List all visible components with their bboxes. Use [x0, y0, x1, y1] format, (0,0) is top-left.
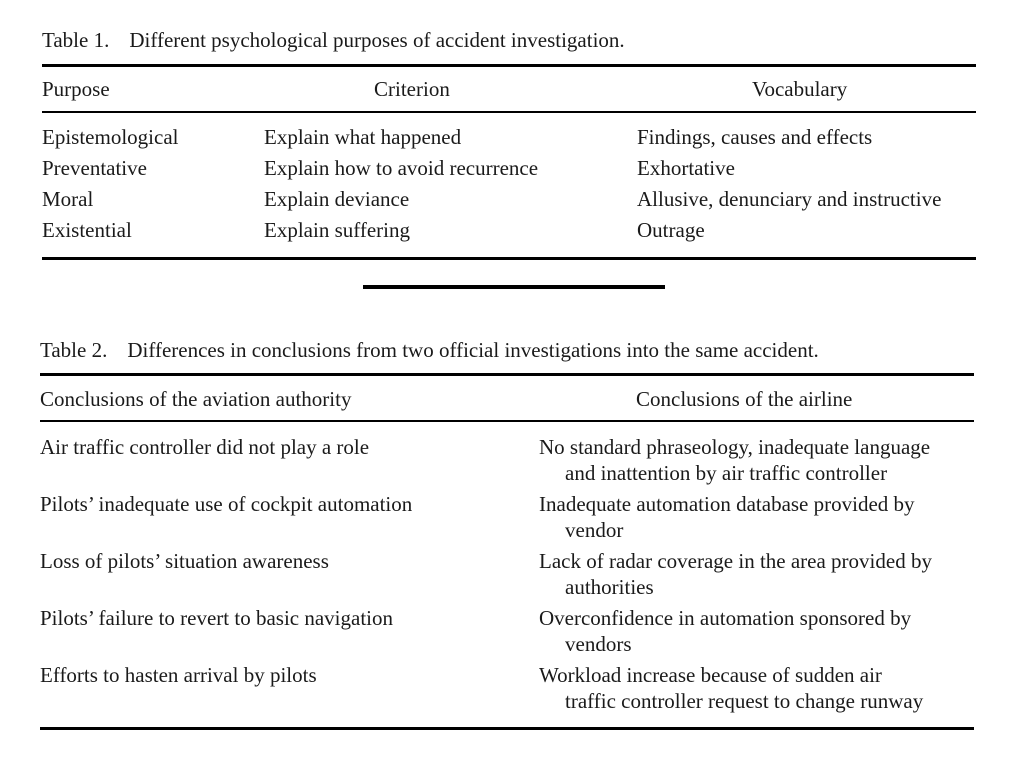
table2-cell-authority: Pilots’ inadequate use of cockpit automation	[40, 492, 413, 516]
table2-bottom-rule	[40, 727, 974, 730]
table2-cell-airline-line2: traffic controller request to change runway	[565, 689, 924, 713]
table1-cell-vocabulary: Findings, causes and effects	[637, 125, 873, 149]
table2-cell-airline-line2: vendors	[565, 632, 632, 656]
table2-cell-airline	[539, 605, 911, 657]
table2-cell-authority: Pilots’ failure to revert to basic navigation	[40, 606, 394, 630]
table2-cell-authority: Efforts to hasten arrival by pilots	[40, 663, 317, 687]
table2-cell-airline	[539, 491, 915, 543]
table2-caption-number: Table 2.	[40, 338, 108, 362]
table1-header-rule	[42, 111, 976, 113]
table2-cell-airline	[539, 548, 932, 600]
section-separator	[363, 285, 665, 289]
table1-cell-criterion: Explain what happened	[264, 125, 462, 149]
table2-cell-airline-line1: Workload increase because of sudden air	[539, 663, 882, 687]
table2-cell-authority: Loss of pilots’ situation awareness	[40, 549, 329, 573]
table2-cell-airline-line1: Inadequate automation database provided by	[539, 492, 915, 516]
table2-caption	[40, 338, 819, 363]
table1-cell-vocabulary: Allusive, denunciary and instructive	[637, 187, 942, 211]
table2-cell-airline	[539, 662, 923, 714]
table2-top-rule	[40, 373, 974, 376]
table1-caption	[42, 28, 625, 53]
table2-cell-authority: Air traffic controller did not play a role	[40, 435, 370, 459]
table2-cell-airline-line1: Overconfidence in automation sponsored by	[539, 606, 912, 630]
table1-cell-purpose: Existential	[42, 218, 132, 242]
table2-cell-airline-line2: and inattention by air traffic controller	[565, 461, 888, 485]
table2-cell-airline-line1: No standard phraseology, inadequate language	[539, 435, 931, 459]
table2-cell-airline-line1: Lack of radar coverage in the area provided by	[539, 549, 932, 573]
table1-bottom-rule	[42, 257, 976, 260]
table1-caption-text: Different psychological purposes of accident investigation.	[129, 28, 625, 52]
table1-caption-number: Table 1.	[42, 28, 110, 52]
table1-header-purpose: Purpose	[42, 77, 110, 101]
table1-cell-purpose: Preventative	[42, 156, 147, 180]
table2-header-rule	[40, 420, 974, 422]
table2-cell-airline	[539, 434, 930, 486]
table1-cell-vocabulary: Exhortative	[637, 156, 735, 180]
table2-header-authority: Conclusions of the aviation authority	[40, 387, 352, 411]
table1-cell-criterion: Explain deviance	[264, 187, 410, 211]
table1-top-rule	[42, 64, 976, 67]
table1-cell-purpose: Epistemological	[42, 125, 179, 149]
table2-cell-airline-line2: vendor	[565, 518, 624, 542]
table2-caption-text: Differences in conclusions from two official investigations into the same accident.	[127, 338, 819, 362]
table2-cell-airline-line2: authorities	[565, 575, 654, 599]
table1-cell-criterion: Explain suffering	[264, 218, 410, 242]
table1-cell-criterion: Explain how to avoid recurrence	[264, 156, 539, 180]
table1-header-criterion: Criterion	[374, 77, 450, 101]
table1-header-vocabulary: Vocabulary	[752, 77, 848, 101]
table1-cell-purpose: Moral	[42, 187, 94, 211]
table1-cell-vocabulary: Outrage	[637, 218, 705, 242]
table2-header-airline: Conclusions of the airline	[636, 387, 853, 411]
